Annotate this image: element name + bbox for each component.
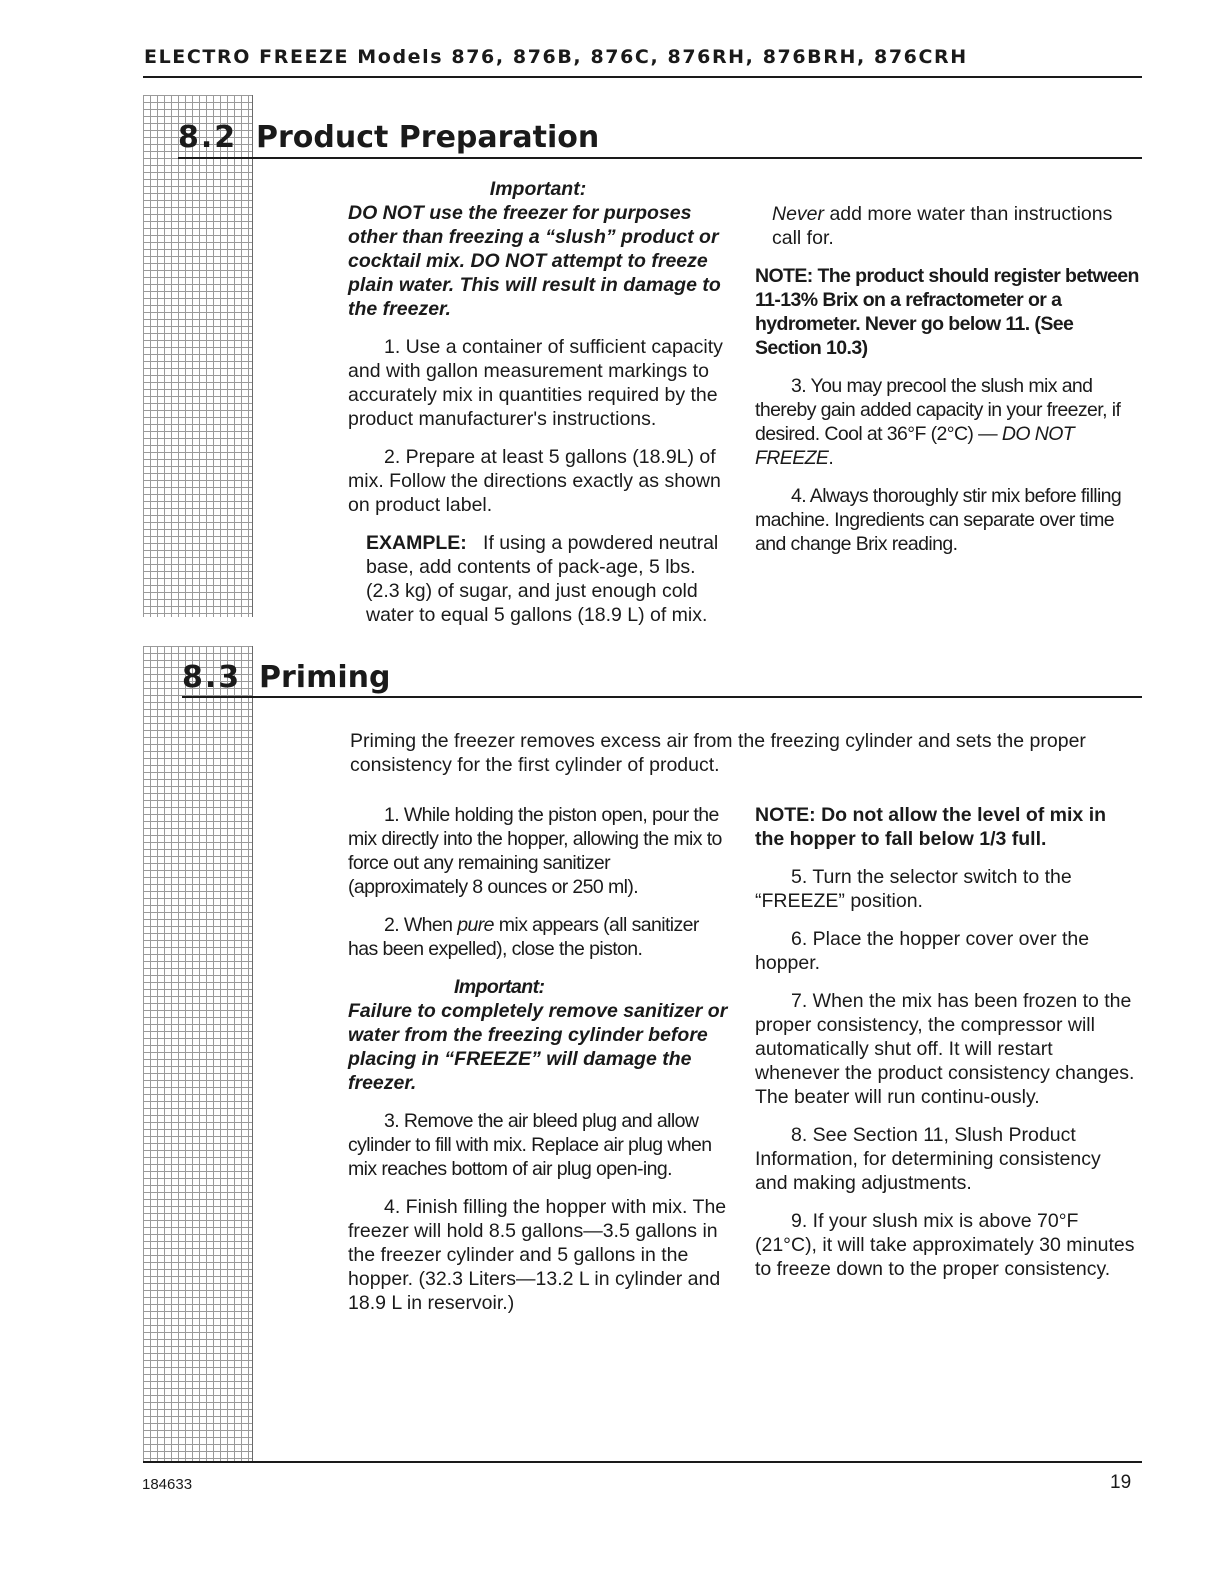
section-8-2-title: Product Preparation bbox=[256, 120, 600, 155]
priming-step-2-emphasis: pure bbox=[457, 914, 494, 936]
priming-important-label: Important: bbox=[454, 976, 545, 998]
section-8-3-grid-decoration bbox=[143, 646, 253, 1461]
section-8-3-right-column bbox=[755, 803, 1135, 1295]
priming-step-8: 8. See Section 11, Slush Product Information, for determining consistency and making adjustments. bbox=[755, 1124, 1101, 1194]
priming-step-2-post: mix appears (all sanitizer has been expelled), close the piston. bbox=[348, 914, 699, 960]
step-2: 2. Prepare at least 5 gallons (18.9L) of mix. Follow the directions exactly as shown on product label. bbox=[348, 446, 721, 516]
example-block bbox=[366, 531, 728, 627]
priming-step-4: 4. Finish filling the hopper with mix. The freezer will hold 8.5 gallons—3.5 gallons in the freezer cylinder and 5 gallons in the hopper. (32.3 Liters—13.2 L in cylinder and 18.9 L in reservoir.) bbox=[348, 1196, 727, 1314]
section-8-2-right-column bbox=[755, 202, 1140, 570]
document-number: 184633 bbox=[142, 1476, 193, 1493]
never-word: Never bbox=[772, 203, 825, 225]
priming-note: NOTE: Do not allow the level of mix in the hopper to fall below 1/3 full. bbox=[755, 804, 1107, 850]
step-3 bbox=[755, 374, 1140, 470]
important-warning: DO NOT use the freezer for purposes other than freezing a “slush” product or cocktail mix. DO NOT attempt to freeze plain water. This will result in damage to the freezer. bbox=[348, 202, 721, 320]
priming-step-3: 3. Remove the air bleed plug and allow cylinder to fill with mix. Replace air plug when mix reaches bottom of air plug open-ing. bbox=[348, 1110, 712, 1180]
section-8-2-grid-decoration bbox=[143, 95, 253, 617]
footer-rule bbox=[143, 1461, 1142, 1463]
example-continuation bbox=[772, 202, 1140, 250]
note-brix: NOTE: The product should register between 11-13% Brix on a refractometer or a hydrometer. Never go below 11. (See Section 10.3) bbox=[755, 265, 1139, 359]
priming-step-2-pre: 2. When bbox=[384, 914, 453, 936]
section-8-2-number: 8.2 bbox=[178, 120, 238, 155]
page-number: 19 bbox=[1110, 1472, 1132, 1493]
section-8-3-intro: Priming the freezer removes excess air from the freezing cylinder and sets the proper consistency for the first cylinder of product. bbox=[350, 730, 1086, 776]
step-3-end: . bbox=[828, 447, 834, 469]
step-1: 1. Use a container of sufficient capacity and with gallon measurement markings to accurately mix in quantities required by the product manufacturer's instructions. bbox=[348, 336, 723, 430]
example-text: If using a powdered neutral base, add contents of pack-age, 5 lbs. (2.3 kg) of sugar, and just enough cold water to equal 5 gallons (18.9 L) of mix. bbox=[366, 532, 719, 626]
section-8-2-rule bbox=[178, 157, 1142, 159]
step-3-emphasis: DO NOT FREEZE bbox=[755, 423, 1075, 469]
example-tail: add more water than instructions call for. bbox=[772, 203, 1113, 249]
step-3-text: 3. You may precool the slush mix and thereby gain added capacity in your freezer, if desired. Cool at 36°F (2°C) — bbox=[755, 375, 1121, 445]
priming-step-1: 1. While holding the piston open, pour the mix directly into the hopper, allowing the mix to force out any remaining sanitizer (approximately 8 ounces or 250 ml). bbox=[348, 804, 722, 898]
section-8-2-left-column bbox=[348, 177, 728, 627]
example-label: EXAMPLE: bbox=[366, 532, 467, 554]
header-rule bbox=[143, 76, 1142, 78]
important-label: Important: bbox=[489, 178, 587, 200]
section-8-3-rule bbox=[182, 696, 1142, 698]
section-8-3-number: 8.3 bbox=[182, 660, 242, 695]
section-8-3-left-column bbox=[348, 803, 733, 1329]
priming-step-7: 7. When the mix has been frozen to the proper consistency, the compressor will automatically shut off. It will restart whenever the product consistency changes. The beater will run continu-ously. bbox=[755, 990, 1135, 1108]
priming-step-5: 5. Turn the selector switch to the “FREEZE” position. bbox=[755, 866, 1072, 912]
priming-important-warning: Failure to completely remove sanitizer or water from the freezing cylinder before placing in “FREEZE” will damage the freezer. bbox=[348, 1000, 728, 1094]
priming-step-2 bbox=[348, 913, 733, 961]
priming-step-9: 9. If your slush mix is above 70°F (21°C), it will take approximately 30 minutes to freeze down to the proper consistency. bbox=[755, 1210, 1135, 1280]
section-8-3-title: Priming bbox=[259, 660, 391, 695]
document-header-title: ELECTRO FREEZE Models 876, 876B, 876C, 876RH, 876BRH, 876CRH bbox=[144, 46, 968, 68]
step-4: 4. Always thoroughly stir mix before filling machine. Ingredients can separate over time and change Brix reading. bbox=[755, 485, 1122, 555]
priming-step-6: 6. Place the hopper cover over the hopper. bbox=[755, 928, 1090, 974]
